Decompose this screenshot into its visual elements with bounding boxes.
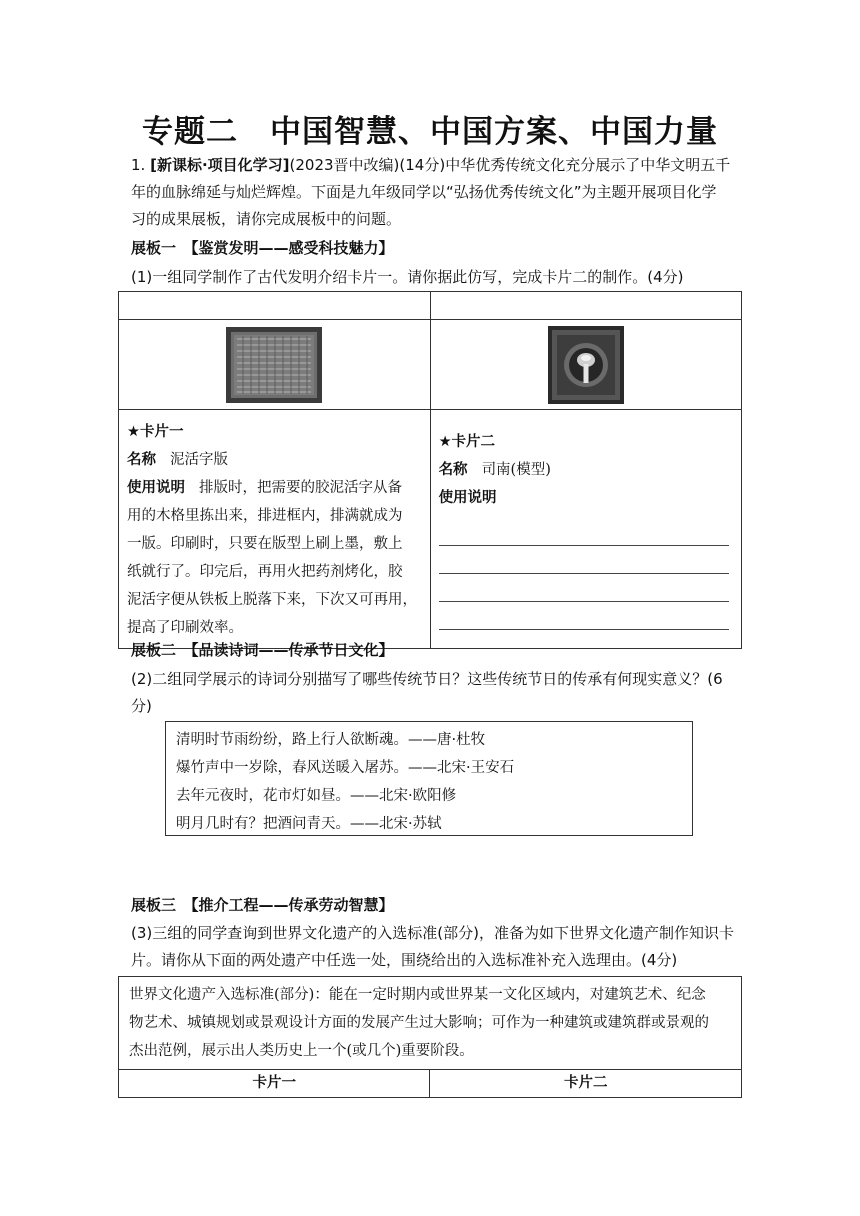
card1-name-value: 泥活字版 — [170, 452, 228, 468]
card1-usage-line: 排版时，把需要的胶泥活字从备 — [199, 480, 402, 496]
card1-header-cell — [119, 292, 431, 320]
answer-blank-line[interactable] — [439, 546, 729, 574]
poems-box — [165, 721, 693, 836]
card2-text-cell — [430, 410, 741, 649]
card1-name-label: 名称 — [127, 452, 156, 468]
criteria-cell — [119, 977, 742, 1070]
card1-usage-line: 提高了印刷效率。 — [127, 620, 243, 636]
question-tag: [新课标·项目化学习] — [150, 156, 290, 174]
card1-usage-label: 使用说明 — [127, 480, 185, 496]
board3-heading: 展板三 【推介工程——传承劳动智慧】 — [131, 896, 394, 914]
card1-usage-line: 用的木格里拣出来，排进框内，排满就成为 — [127, 508, 403, 524]
board2-task-line-2: 分) — [131, 697, 152, 715]
board2-task — [131, 666, 743, 720]
answer-blank-line[interactable] — [439, 518, 729, 546]
board1-task: (1)一组同学制作了古代发明介绍卡片一。请你据此仿写，完成卡片二的制作。(4分) — [131, 268, 684, 286]
card1-image-cell — [119, 320, 431, 410]
card2-title: ★卡片二 — [438, 434, 496, 450]
board2-task-line-1: (2)二组同学展示的诗词分别描写了哪些传统节日？这些传统节日的传承有何现实意义？(6 — [131, 670, 723, 688]
intro-line-3: 习的成果展板，请你完成展板中的问题。 — [131, 210, 402, 228]
answer-blank-line[interactable] — [439, 574, 729, 602]
sinan-compass-image — [548, 326, 624, 404]
heritage-card1-header: 卡片一 — [119, 1070, 430, 1098]
board3-task-line-1: (3)三组的同学查询到世界文化遗产的入选标准(部分)，准备为如下世界文化遗产制作知识卡 — [131, 924, 734, 942]
card1-text-cell — [119, 410, 431, 649]
card2-name-row — [439, 456, 731, 484]
intro-line-1 — [131, 152, 743, 179]
intro-line-2: 年的血脉绵延与灿烂辉煌。下面是九年级同学以“弘扬优秀传统文化”为主题开展项目化学 — [131, 183, 717, 201]
criteria-line: 物艺术、城镇规划或景观设计方面的发展产生过大影响；可作为一种建筑或建筑群或景观的 — [129, 1015, 709, 1031]
poem-line: 去年元夜时，花市灯如昼。——北宋·欧阳修 — [176, 788, 457, 804]
board1-heading: 展板一 【鉴赏发明——感受科技魅力】 — [131, 239, 394, 257]
question-intro — [131, 152, 743, 233]
question-source: (2023晋中改编)(14分) — [289, 156, 446, 174]
question-number: 1. — [131, 156, 146, 174]
card1-usage-line: 纸就行了。印完后，再用火把药剂烤化，胶 — [127, 564, 403, 580]
criteria-line: 世界文化遗产入选标准(部分)：能在一定时期内或世界某一文化区域内，对建筑艺术、纪念 — [129, 987, 706, 1003]
poem-line: 明月几时有？把酒问青天。——北宋·苏轼 — [176, 816, 442, 832]
board3-task — [131, 920, 743, 974]
card2-name-label: 名称 — [438, 462, 468, 478]
card2-header-cell — [430, 292, 741, 320]
invention-cards-table — [118, 291, 742, 649]
poem-line: 清明时节雨纷纷，路上行人欲断魂。——唐·杜牧 — [176, 732, 486, 748]
heritage-card2-header: 卡片二 — [430, 1070, 742, 1098]
answer-blank-line[interactable] — [439, 602, 729, 630]
card2-name-value: 司南(模型) — [481, 462, 551, 478]
card1-name-row — [127, 446, 420, 474]
board3-task-line-2: 片。请你从下面的两处遗产中任选一处，围绕给出的入选标准补充入选理由。(4分) — [131, 951, 678, 969]
card1-usage-line: 泥活字便从铁板上脱落下来，下次又可再用， — [127, 592, 417, 608]
clay-type-printing-image — [226, 327, 322, 403]
board2-heading: 展板二 【品读诗词——传承节日文化】 — [131, 641, 394, 659]
criteria-line: 杰出范例，展示出人类历史上一个(或几个)重要阶段。 — [129, 1043, 474, 1059]
card1-usage-line: 一版。印刷时，只要在版型上刷上墨，敷上 — [127, 536, 403, 552]
card1-title: ★卡片一 — [127, 424, 184, 440]
card2-usage-label: 使用说明 — [438, 490, 497, 506]
card2-image-cell — [430, 320, 741, 410]
heritage-criteria-table — [118, 976, 742, 1098]
intro-text-1: 中华优秀传统文化充分展示了中华文明五千 — [445, 156, 731, 174]
card1-usage — [127, 474, 420, 642]
poem-line: 爆竹声中一岁除，春风送暖入屠苏。——北宋·王安石 — [176, 760, 515, 776]
page-title: 专题二 中国智慧、中国方案、中国力量 — [142, 114, 718, 150]
